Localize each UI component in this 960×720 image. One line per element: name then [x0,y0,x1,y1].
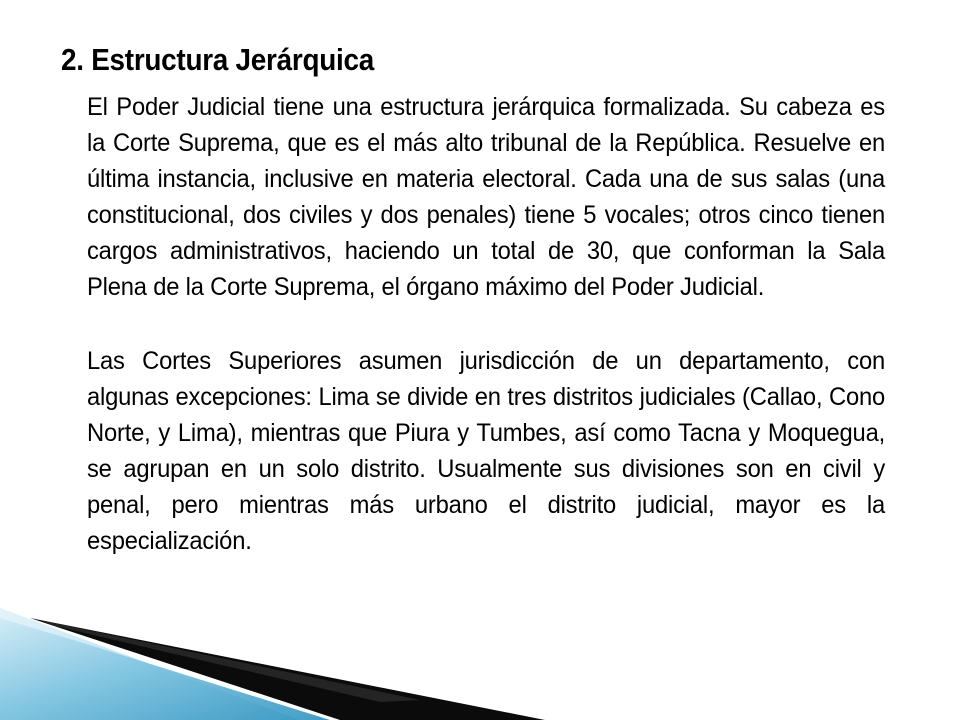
paragraph-cortes-superiores: Las Cortes Superiores asumen jurisdicción de un departamento, con algunas excepciones: Lima se divide en tres distritos judiciales (Callao, Cono Norte, y Lima), mientras que Piura y Tumbes, así como Tacna y Moquegua, se agrupan en un solo distrito. Usualmente sus divisiones son en civil y penal, pero mientras más urbano el distrito judicial, mayor es la especialización. [87,347,885,555]
paragraph-corte-suprema: El Poder Judicial tiene una estructura jerárquica formalizada. Su cabeza es la Corte Suprema, que es el más alto tribunal de la República. Resuelve en última instancia, inclusive en materia electoral. Cada una de sus salas (una constitucional, dos civiles y dos penales) tiene 5 vocales; otros cinco tienen cargos administrativos, haciendo un total de 30, que conforman la Sala Plena de la Corte Suprema, el órgano máximo del Poder Judicial. [87,93,885,301]
slide-body [87,89,885,559]
corner-wedge-decoration [0,590,560,720]
slide-title: 2. Estructura Jerárquica [61,42,374,77]
